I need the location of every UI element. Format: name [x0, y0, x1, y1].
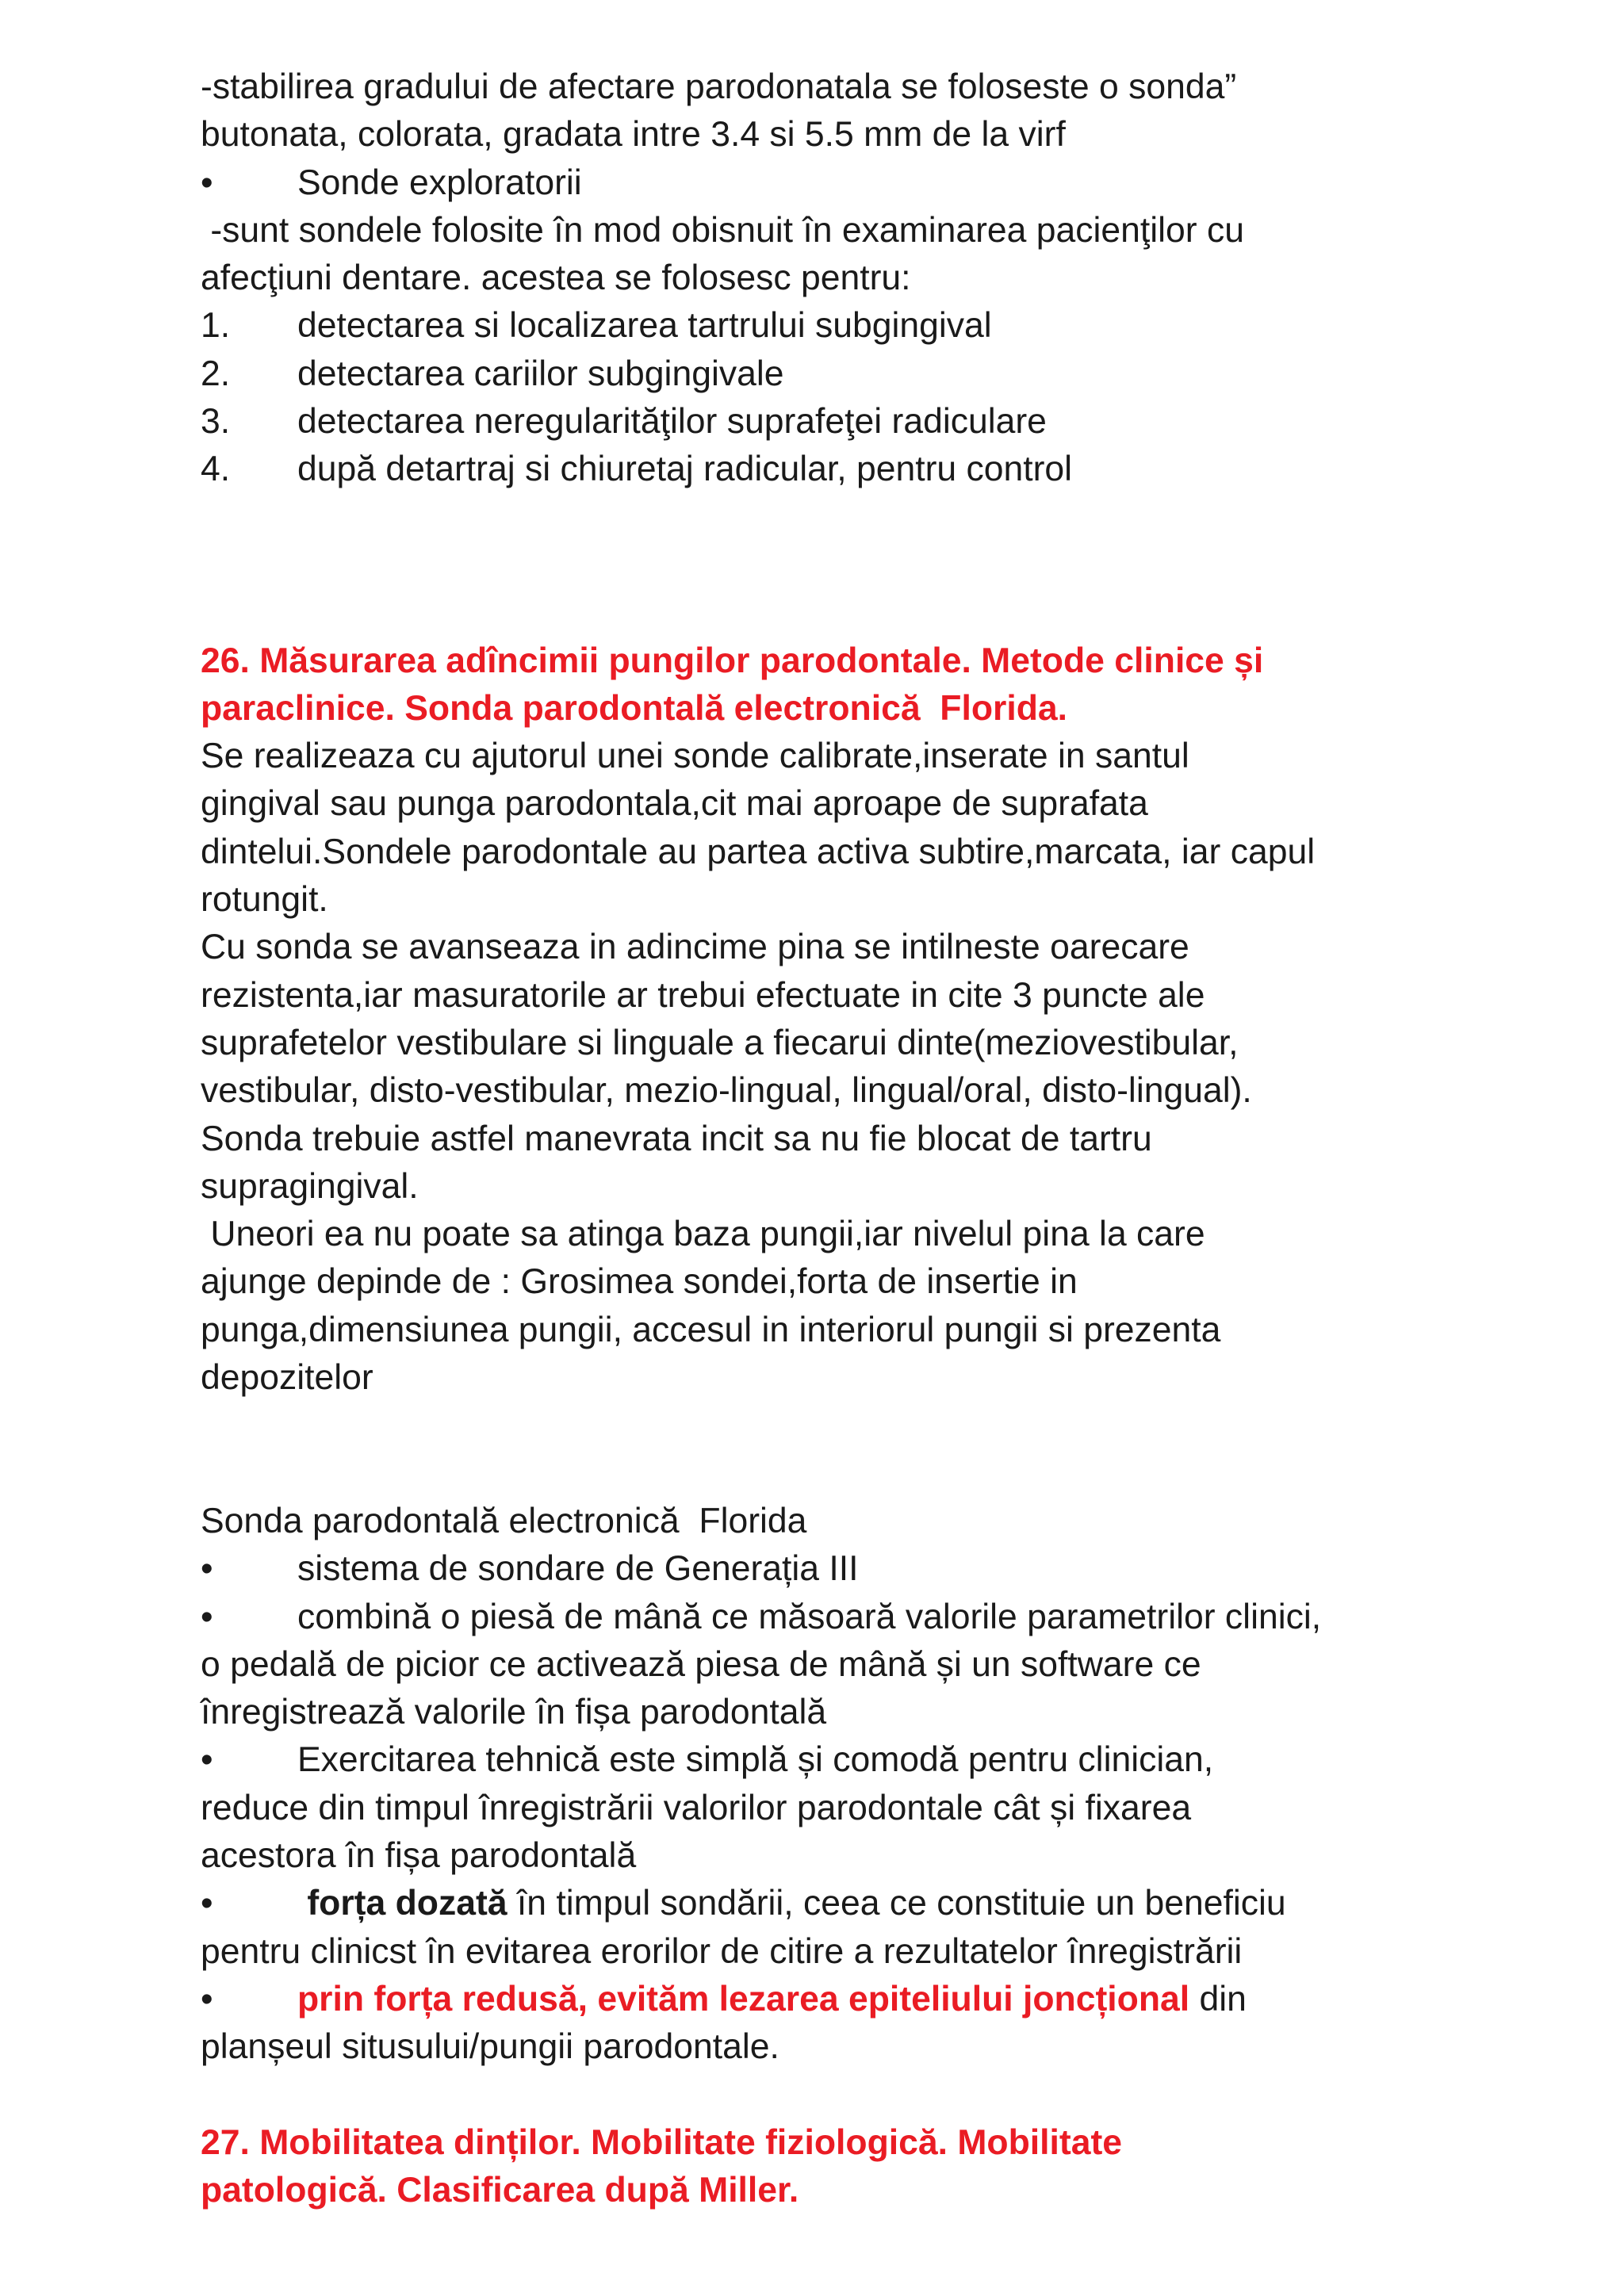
spacer [201, 1402, 1469, 1498]
florida-bullet-1 [201, 1545, 1469, 1593]
bullet-mark: • [201, 163, 213, 202]
florida-bullet-2-cont: înregistrează valorile în fișa parodontală [201, 1693, 827, 1732]
document-page [201, 63, 1469, 2214]
list-item [201, 302, 1469, 350]
list-text: după detartraj si chiuretaj radicular, pentru control [297, 450, 1073, 489]
section-26-text-line: Uneori ea nu poate sa atinga baza pungii,iar nivelul pina la care [201, 1215, 1205, 1254]
intro-line-1: -stabilirea gradului de afectare parodonatala se foloseste o sonda” [201, 67, 1237, 106]
section-26-text-line: ajunge depinde de : Grosimea sondei,forta de insertie in [201, 1262, 1078, 1302]
bullet-text: Sonde exploratorii [297, 163, 582, 202]
section-27-heading-line-1: 27. Mobilitatea dinților. Mobilitate fiziologică. Mobilitate [201, 2122, 1123, 2162]
florida-bullet-2-cont: o pedală de picior ce activează piesa de mână și un software ce [201, 1644, 1201, 1684]
florida-title: Sonda parodontală electronică Florida [201, 1501, 807, 1540]
section-26-text-line: Sonda trebuie astfel manevrata incit sa nu fie blocat de tartru [201, 1119, 1152, 1158]
list-item [201, 398, 1469, 446]
list-number: 3. [201, 402, 231, 442]
section-26-text-line: rotungit. [201, 880, 328, 920]
bullet-mark: • [201, 1740, 213, 1780]
bold-text: forța dozată [297, 1884, 508, 1923]
florida-bullet-4-cont: pentru clinicst în evitarea erorilor de citire a rezultatelor înregistrării [201, 1931, 1243, 1971]
bullet-mark: • [201, 1597, 213, 1636]
spacer [201, 2071, 1469, 2118]
bullet-text: din [1189, 1979, 1247, 2019]
florida-bullet-5 [201, 1976, 1469, 2023]
section-26-text-line: gingival sau punga parodontala,cit mai aproape de suprafata [201, 784, 1148, 824]
list-item [201, 446, 1469, 493]
section-26-text-line: Se realizeaza cu ajutorul unei sonde calibrate,inserate in santul [201, 737, 1189, 776]
list-text: detectarea neregularităţilor suprafeţei radiculare [297, 402, 1047, 442]
section-26-text-line: punga,dimensiunea pungii, accesul in interiorul pungii si prezenta [201, 1310, 1221, 1349]
list-text: detectarea cariilor subgingivale [297, 354, 784, 393]
bullet-text: Exercitarea tehnică este simplă și comodă pentru clinician, [297, 1740, 1214, 1780]
section-27-heading-line-2: patologică. Clasificarea după Miller. [201, 2171, 799, 2210]
florida-bullet-5-cont: planșeul situsului/pungii parodontale. [201, 2027, 779, 2067]
section-26-text-line: supragingival. [201, 1166, 419, 1206]
intro-line-3: -sunt sondele folosite în mod obisnuit în examinarea pacienţilor cu [201, 210, 1244, 250]
florida-bullet-3 [201, 1736, 1469, 1784]
list-number: 2. [201, 354, 231, 393]
list-number: 1. [201, 306, 231, 346]
section-26-text-line: depozitelor [201, 1358, 373, 1398]
list-text: detectarea si localizarea tartrului subgingival [297, 306, 992, 346]
section-26-text-line: dintelui.Sondele parodontale au partea activa subtire,marcata, iar capul [201, 832, 1316, 871]
florida-bullet-3-cont: reduce din timpul înregistrării valorilor parodontale cât și fixarea [201, 1788, 1192, 1827]
bullet-text: sistema de sondare de Generația III [297, 1549, 859, 1589]
bullet-item-sonde-exploratorii [201, 159, 1469, 207]
section-26-text-line: rezistenta,iar masuratorile ar trebui efectuate in cite 3 puncte ale [201, 975, 1205, 1015]
florida-bullet-4 [201, 1880, 1469, 1927]
section-26-text-line: vestibular, disto-vestibular, mezio-lingual, lingual/oral, disto-lingual). [201, 1071, 1252, 1111]
florida-bullet-3-cont: acestora în fișa parodontală [201, 1835, 637, 1875]
spacer [201, 494, 1469, 637]
section-26-text-line: Cu sonda se avanseaza in adincime pina se intilneste oarecare [201, 928, 1189, 967]
intro-line-2: butonata, colorata, gradata intre 3.4 si 5.5 mm de la virf [201, 115, 1066, 155]
section-26-heading-line-1: 26. Măsurarea adîncimii pungilor parodontale. Metode clinice și [201, 641, 1264, 680]
list-item [201, 350, 1469, 398]
bullet-mark: • [201, 1549, 213, 1589]
bullet-mark: • [201, 1979, 213, 2019]
bullet-text: în timpul sondării, ceea ce constituie un beneficiu [507, 1884, 1286, 1923]
intro-line-4: afecţiuni dentare. acestea se folosesc pentru: [201, 258, 911, 298]
list-number: 4. [201, 450, 231, 489]
section-26-text-line: suprafetelor vestibulare si linguale a fiecarui dinte(meziovestibular, [201, 1023, 1239, 1062]
section-26-heading-line-2: paraclinice. Sonda parodontală electronică Florida. [201, 688, 1068, 728]
florida-bullet-2 [201, 1594, 1469, 1641]
bullet-mark: • [201, 1884, 213, 1923]
bullet-text: combină o piesă de mână ce măsoară valorile parametrilor clinici, [297, 1597, 1322, 1636]
highlighted-text: prin forța redusă, evităm lezarea epiteliului joncțional [297, 1979, 1190, 2019]
